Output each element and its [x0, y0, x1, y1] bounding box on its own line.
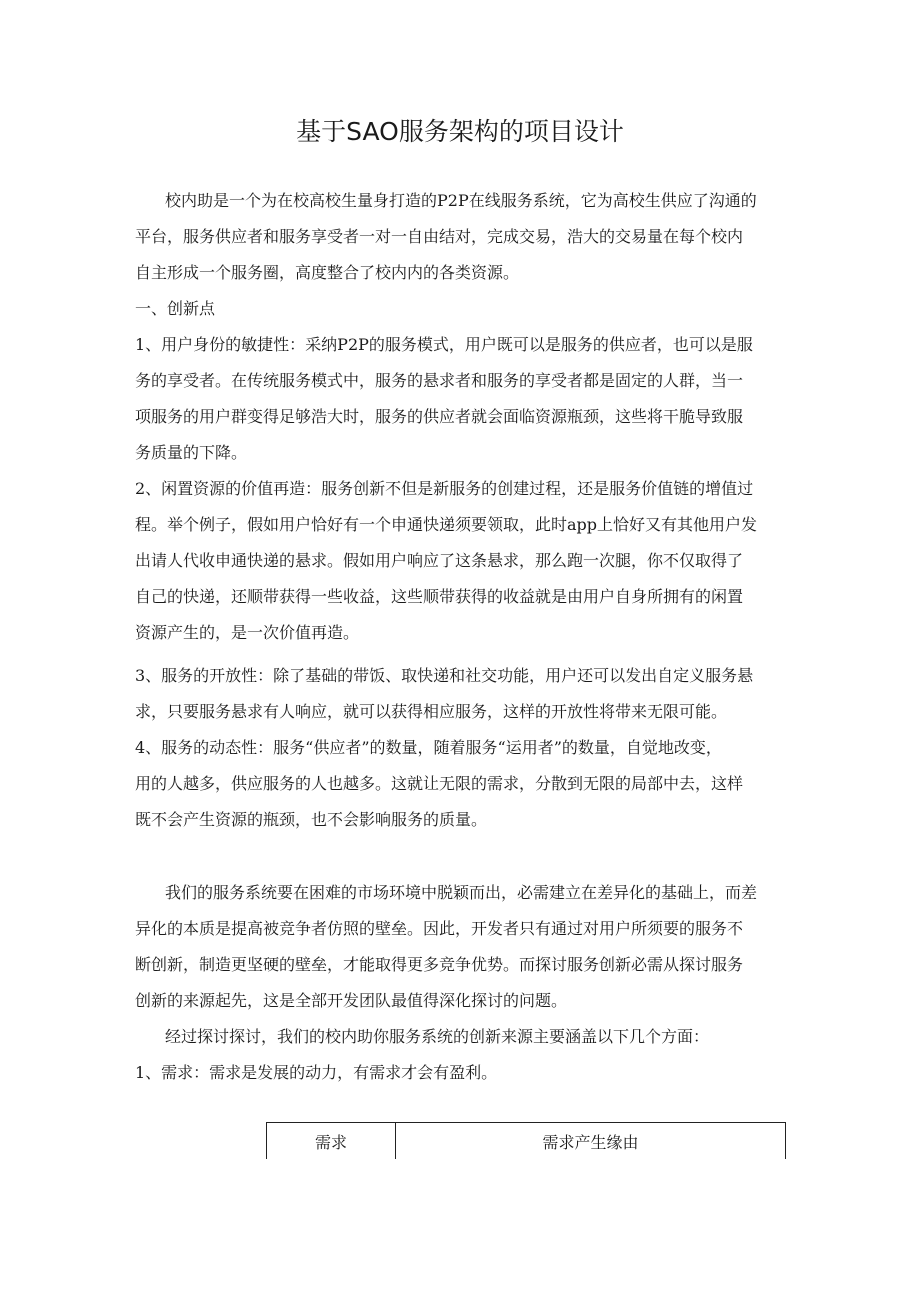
- table-header-cell: 需求产生缘由: [396, 1123, 786, 1160]
- demand-table: [266, 1122, 786, 1159]
- table-header-row: [267, 1123, 786, 1160]
- page-title: 基于SAO服务架构的项目设计: [296, 117, 624, 146]
- paragraph-line: 1、需求：需求是发展的动力，有需求才会有盈利。: [135, 1063, 498, 1082]
- paragraph-line: 出请人代收申通快递的悬求。假如用户响应了这条悬求，那么跑一次腿，你不仅取得了: [135, 551, 744, 570]
- paragraph-line: 务质量的下降。: [135, 443, 248, 462]
- paragraph-line: 经过探讨探讨，我们的校内助你服务系统的创新来源主要涵盖以下几个方面：: [165, 1027, 710, 1046]
- paragraph-line: 异化的本质是提高被竞争者仿照的壁垒。因此，开发者只有通过对用户所须要的服务不: [135, 919, 744, 938]
- paragraph-line: 自己的快递，还顺带获得一些收益，这些顺带获得的收益就是由用户自身所拥有的闲置: [135, 587, 744, 606]
- paragraph-line: 项服务的用户群变得足够浩大时，服务的供应者就会面临资源瓶颈，这些将干脆导致服: [135, 407, 744, 426]
- table-header-cell: 需求: [267, 1123, 396, 1160]
- paragraph-line: 1、用户身份的敏捷性：采纳P2P的服务模式，用户既可以是服务的供应者，也可以是服: [135, 335, 753, 354]
- paragraph-line: 求，只要服务悬求有人响应，就可以获得相应服务，这样的开放性将带来无限可能。: [135, 702, 728, 721]
- paragraph-line: 2、闲置资源的价值再造：服务创新不但是新服务的创建过程，还是服务价值链的增值过: [135, 479, 754, 498]
- paragraph-line: 平台，服务供应者和服务享受者一对一自由结对，完成交易，浩大的交易量在每个校内: [135, 227, 744, 246]
- paragraph-line: 校内助是一个为在校高校生量身打造的P2P在线服务系统，它为高校生供应了沟通的: [165, 191, 757, 210]
- paragraph-line: 4、服务的动态性：服务“供应者”的数量，随着服务“运用者”的数量，自觉地改变，: [135, 738, 722, 757]
- paragraph-line: 资源产生的，是一次价值再造。: [135, 623, 360, 642]
- paragraph-line: 务的享受者。在传统服务模式中，服务的悬求者和服务的享受者都是固定的人群，当一: [135, 371, 744, 390]
- paragraph-line: 自主形成一个服务圈，高度整合了校内内的各类资源。: [135, 263, 520, 282]
- paragraph-line: 创新的来源起先，这是全部开发团队最值得深化探讨的问题。: [135, 991, 568, 1010]
- section-heading: 一、创新点: [135, 299, 216, 318]
- paragraph-line: 用的人越多，供应服务的人也越多。这就让无限的需求，分散到无限的局部中去，这样: [135, 774, 744, 793]
- paragraph-line: 程。举个例子，假如用户恰好有一个申通快递须要领取，此时app上恰好又有其他用户发: [135, 515, 758, 534]
- paragraph-line: 断创新，制造更坚硬的壁垒，才能取得更多竞争优势。而探讨服务创新必需从探讨服务: [135, 955, 744, 974]
- paragraph-line: 我们的服务系统要在困难的市场环境中脱颖而出，必需建立在差异化的基础上，而差: [165, 883, 758, 902]
- paragraph-line: 既不会产生资源的瓶颈，也不会影响服务的质量。: [135, 810, 488, 829]
- paragraph-line: 3、服务的开放性：除了基础的带饭、取快递和社交功能，用户还可以发出自定义服务悬: [135, 666, 754, 685]
